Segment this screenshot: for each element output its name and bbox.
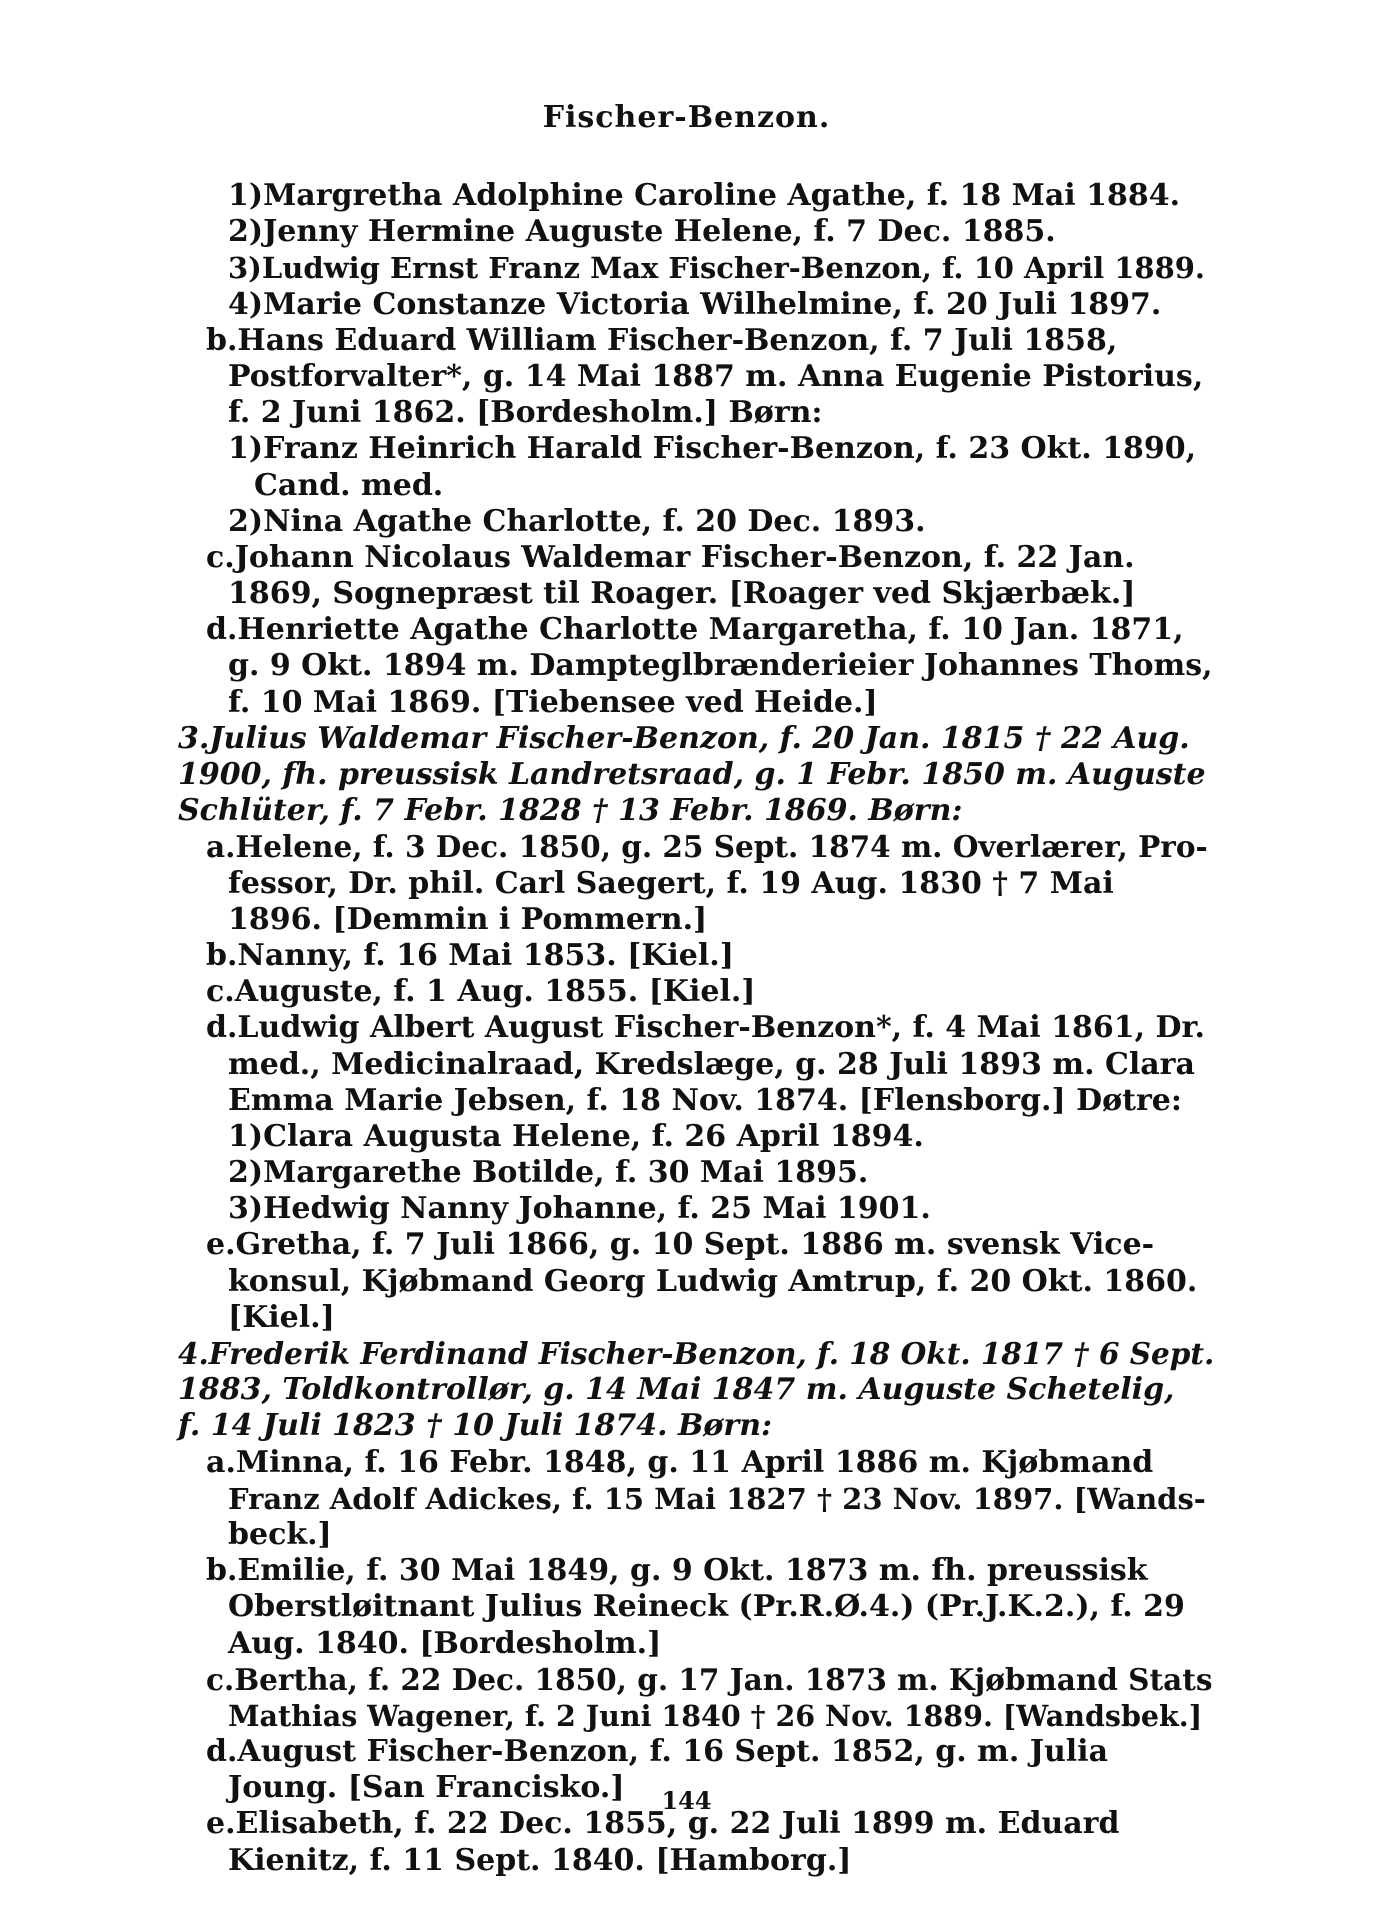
text-line: c.Johann Nicolaus Waldemar Fischer-Benzon, f. 22 Jan. xyxy=(206,539,1135,575)
text-line: Postforvalter*, g. 14 Mai 1887 m. Anna Eugenie Pistorius, xyxy=(228,358,1204,394)
text-line: b.Nanny, f. 16 Mai 1853. [Kiel.] xyxy=(206,937,734,973)
text-line: e.Gretha, f. 7 Juli 1866, g. 10 Sept. 1886 m. svensk Vice- xyxy=(206,1227,1155,1263)
text-line: c.Auguste, f. 1 Aug. 1855. [Kiel.] xyxy=(206,974,756,1010)
text-line: b.Hans Eduard William Fischer-Benzon, f. 7 Juli 1858, xyxy=(206,322,1118,358)
genealogy-text xyxy=(178,178,1218,1879)
text-line: 1900, fh. preussisk Landretsraad, g. 1 Febr. 1850 m. Auguste xyxy=(178,757,1206,792)
text-line: d.August Fischer-Benzon, f. 16 Sept. 1852, g. m. Julia xyxy=(206,1734,1109,1770)
text-line: [Kiel.] xyxy=(228,1299,335,1335)
text-line: f. 10 Mai 1869. [Tiebensee ved Heide.] xyxy=(228,684,878,720)
text-line: 1)Franz Heinrich Harald Fischer-Benzon, f. 23 Okt. 1890, xyxy=(228,431,1197,467)
text-line: Joung. [San Francisko.] xyxy=(228,1770,625,1806)
text-line: Franz Adolf Adickes, f. 15 Mai 1827 † 23 Nov. 1897. [Wands- xyxy=(228,1481,1206,1516)
text-line: 1896. [Demmin i Pommern.] xyxy=(228,901,708,937)
text-line: konsul, Kjøbmand Georg Ludwig Amtrup, f. 20 Okt. 1860. xyxy=(228,1263,1198,1299)
text-line: Mathias Wagener, f. 2 Juni 1840 † 26 Nov. 1889. [Wandsbek.] xyxy=(228,1698,1203,1733)
text-line: 3.Julius Waldemar Fischer-Benzon, f. 20 Jan. 1815 † 22 Aug. xyxy=(178,720,1190,756)
text-line: 1869, Sognepræst til Roager. [Roager ved Skjærbæk.] xyxy=(228,576,1136,612)
text-line: 4.Frederik Ferdinand Fischer-Benzon, f. 18 Okt. 1817 † 6 Sept. xyxy=(178,1336,1215,1371)
text-line: Kienitz, f. 11 Sept. 1840. [Hamborg.] xyxy=(228,1842,852,1878)
text-line: fessor, Dr. phil. Carl Saegert, f. 19 Aug. 1830 † 7 Mai xyxy=(228,865,1114,901)
text-line: Aug. 1840. [Bordesholm.] xyxy=(228,1625,662,1661)
text-line: Emma Marie Jebsen, f. 18 Nov. 1874. [Flensborg.] Døtre: xyxy=(228,1082,1182,1118)
text-line: a.Helene, f. 3 Dec. 1850, g. 25 Sept. 1874 m. Overlærer, Pro- xyxy=(206,829,1208,865)
text-line: med., Medicinalraad, Kredslæge, g. 28 Juli 1893 m. Clara xyxy=(228,1046,1195,1082)
text-line: a.Minna, f. 16 Febr. 1848, g. 11 April 1886 m. Kjøbmand xyxy=(206,1444,1154,1480)
text-line: Oberstløitnant Julius Reineck (Pr.R.Ø.4.) (Pr.J.K.2.), f. 29 xyxy=(228,1589,1185,1625)
text-line: 3)Hedwig Nanny Johanne, f. 25 Mai 1901. xyxy=(228,1191,931,1227)
page-number: 144 xyxy=(661,1786,712,1815)
text-line: f. 2 Juni 1862. [Bordesholm.] Børn: xyxy=(228,395,823,431)
text-line: Schlüter, f. 7 Febr. 1828 † 13 Febr. 1869. Børn: xyxy=(178,793,963,829)
page-title: Fischer-Benzon. xyxy=(542,100,831,135)
text-line: f. 14 Juli 1823 † 10 Juli 1874. Børn: xyxy=(178,1408,773,1444)
text-line: c.Bertha, f. 22 Dec. 1850, g. 17 Jan. 1873 m. Kjøbmand Stats xyxy=(206,1661,1213,1697)
text-line: beck.] xyxy=(228,1516,332,1552)
text-line: 3)Ludwig Ernst Franz Max Fischer-Benzon, f. 10 April 1889. xyxy=(228,251,1206,286)
text-line: 1)Clara Augusta Helene, f. 26 April 1894. xyxy=(228,1118,924,1154)
text-line: e.Elisabeth, f. 22 Dec. 1855, g. 22 Juli 1899 m. Eduard xyxy=(206,1806,1120,1842)
text-line: 2)Margarethe Botilde, f. 30 Mai 1895. xyxy=(228,1155,869,1191)
text-line: b.Emilie, f. 30 Mai 1849, g. 9 Okt. 1873 m. fh. preussisk xyxy=(206,1553,1148,1589)
text-line: 1)Margretha Adolphine Caroline Agathe, f. 18 Mai 1884. xyxy=(228,178,1181,213)
text-line: d.Henriette Agathe Charlotte Margaretha, f. 10 Jan. 1871, xyxy=(206,612,1184,648)
text-line: 1883, Toldkontrollør, g. 14 Mai 1847 m. Auguste Schetelig, xyxy=(178,1372,1175,1408)
text-line: d.Ludwig Albert August Fischer-Benzon*, f. 4 Mai 1861, Dr. xyxy=(206,1010,1205,1046)
text-line: g. 9 Okt. 1894 m. Dampteglbrænderieier Johannes Thoms, xyxy=(228,648,1213,684)
text-line: 2)Nina Agathe Charlotte, f. 20 Dec. 1893. xyxy=(228,503,926,539)
text-line: 4)Marie Constanze Victoria Wilhelmine, f. 20 Juli 1897. xyxy=(228,286,1162,322)
text-line: Cand. med. xyxy=(254,467,444,503)
text-line: 2)Jenny Hermine Auguste Helene, f. 7 Dec. 1885. xyxy=(228,214,1056,250)
